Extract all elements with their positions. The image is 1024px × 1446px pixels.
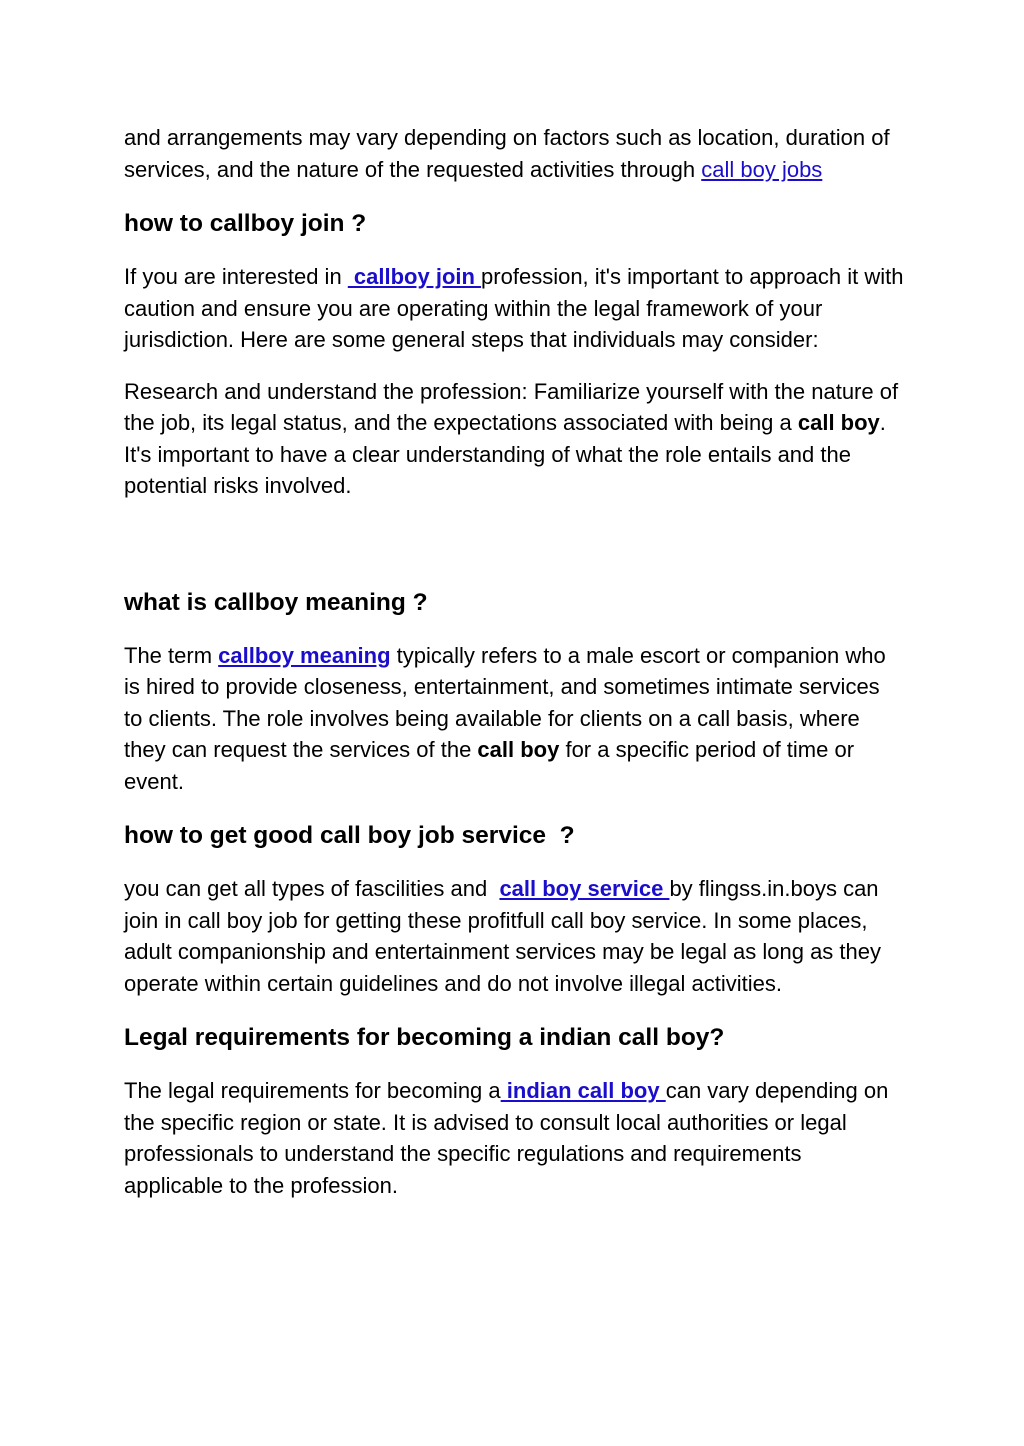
section-heading-legal-requirements: Legal requirements for becoming a indian call boy? — [124, 1024, 725, 1051]
section2-p1-bold: call boy — [477, 737, 560, 762]
intro-paragraph — [124, 122, 904, 185]
document-page — [124, 122, 904, 1201]
section-heading-callboy-join: how to callboy join ? — [124, 210, 367, 237]
indian-call-boy-link[interactable]: indian call boy — [500, 1078, 666, 1103]
section1-p1-text-before: If you are interested in — [124, 264, 348, 289]
section4-p1-text-after: can vary depending on the specific region or state. It is advised to consult local authorities or legal professionals to understand the specific regulations and requirements applicable to the profession. — [124, 1078, 889, 1198]
callboy-join-link[interactable]: callboy join — [347, 264, 482, 289]
section1-paragraph-2 — [124, 376, 904, 502]
section-heading-callboy-meaning: what is callboy meaning ? — [124, 588, 428, 616]
section2-p1-text-before: The term — [124, 642, 219, 668]
callboy-meaning-link[interactable]: callboy meaning — [218, 642, 391, 668]
section2-p1-text-mid: typically refers to a male escort or companion who is hired to provide closeness, entertainment, and sometimes intimate services to clients. The role involves being available for clients on a call basis, where they can request the services of the — [124, 642, 886, 762]
section4-p1-text-before: The legal requirements for becoming a — [124, 1078, 501, 1103]
intro-text: and arrangements may vary depending on factors such as location, duration of services, and the nature of the requested activities through — [124, 125, 890, 182]
section1-p2-bold: call boy — [797, 410, 880, 435]
call-boy-service-link[interactable]: call boy service — [499, 876, 670, 901]
section3-p1-text-before: you can get all types of fascilities and — [124, 876, 500, 901]
call-boy-jobs-link[interactable]: call boy jobs — [701, 156, 823, 182]
section1-paragraph-1 — [124, 261, 904, 356]
section1-p1-text-after: profession, it's important to approach it with caution and ensure you are operating within the legal framework of your jurisdiction. Here are some general steps that individuals may consider: — [124, 264, 904, 352]
section1-p2-text-after: . It's important to have a clear understanding of what the role entails and the potential risks involved. — [124, 410, 886, 498]
section2-paragraph-1 — [124, 640, 904, 798]
section1-p2-text-before: Research and understand the profession: Familiarize yourself with the nature of the job, its legal status, and the expectations associated with being a — [124, 378, 899, 435]
section4-paragraph-1 — [124, 1075, 904, 1201]
section2-p1-text-after: for a specific period of time or event. — [124, 737, 855, 794]
section3-p1-text-after: by flingss.in.boys can join in call boy job for getting these profitfull call boy service. In some places, adult companionship and entertainment services may be legal as long as they operate within certain guidelines and do not involve illegal activities. — [124, 876, 882, 996]
section3-paragraph-1 — [124, 873, 904, 999]
section-heading-call-boy-job-service: how to get good call boy job service ? — [124, 822, 575, 849]
